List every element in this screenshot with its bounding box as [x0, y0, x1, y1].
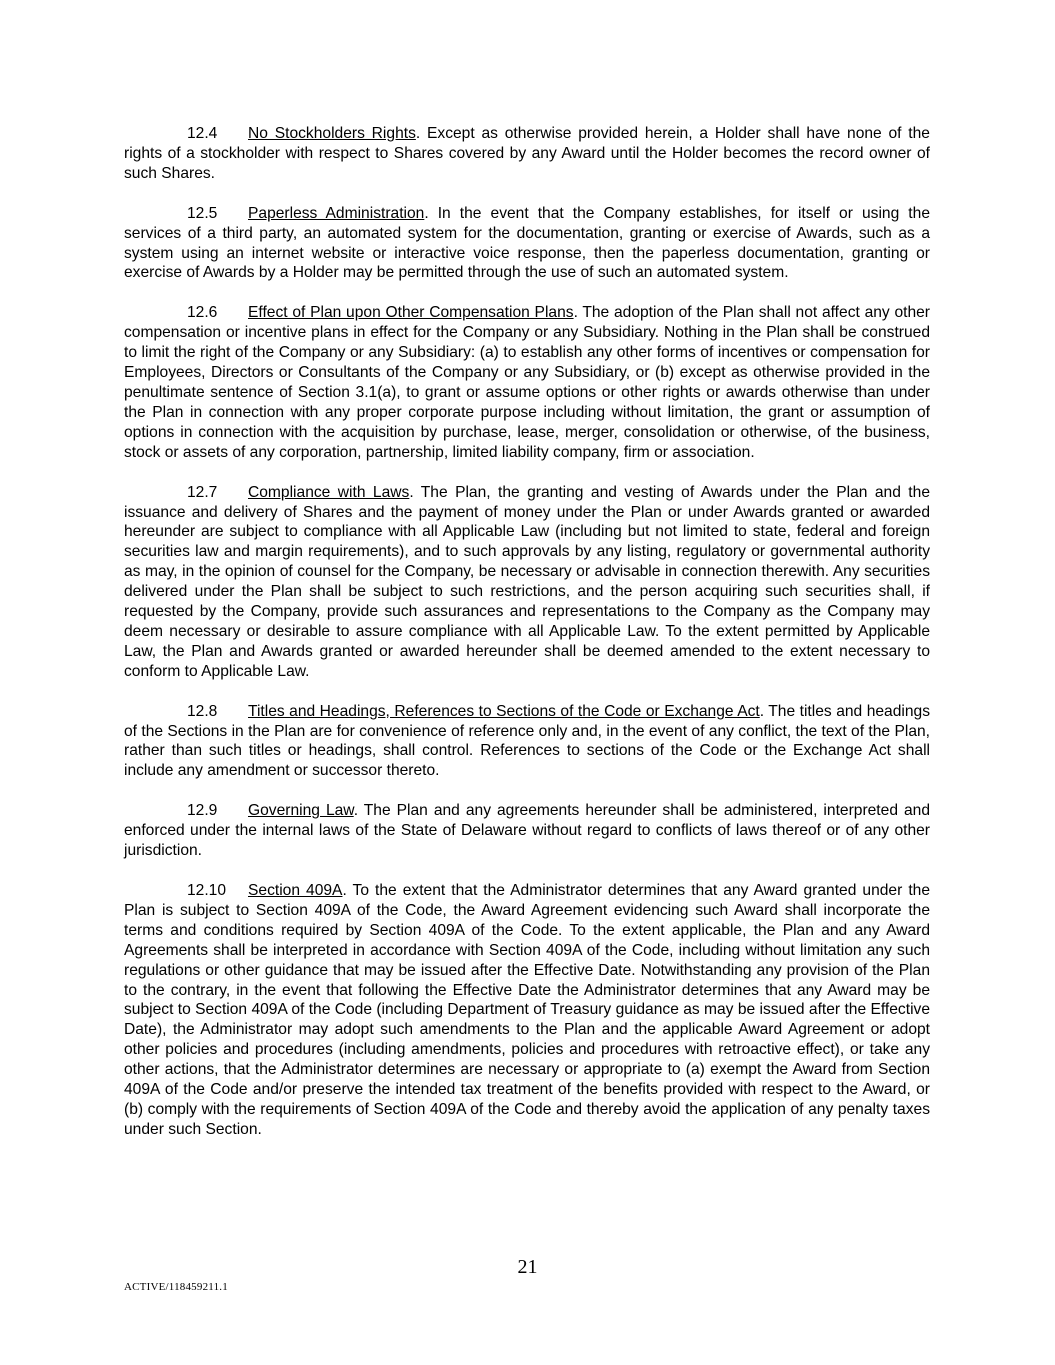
document-body	[124, 124, 930, 1160]
section-body: . The Plan, the granting and vesting of Awards under the Plan and the issuance and delivery of Shares and the payment of money under the Plan or under Awards granted or awarded hereunder are subject to compliance with all Applicable Law (including but not limited to state, federal and foreign securities law and margin requirements), and to such approvals by any listing, regulatory or governmental authority as may, in the opinion of counsel for the Company, be necessary or advisable in connection therewith. Any securities delivered under the Plan shall be subject to such restrictions, and the person acquiring such securities shall, if requested by the Company, provide such assurances and representations to the Company as the Company may deem necessary or desirable to assure compliance with all Applicable Law. To the extent permitted by Applicable Law, the Plan and Awards granted or awarded hereunder shall be deemed amended to the extent necessary to conform to Applicable Law.	[124, 483, 930, 680]
section-12-8	[124, 702, 930, 782]
section-12-9	[124, 801, 930, 861]
section-12-5	[124, 204, 930, 284]
section-heading: Titles and Headings, References to Sections of the Code or Exchange Act	[248, 702, 760, 720]
section-number: 12.7	[187, 483, 218, 501]
section-heading: Compliance with Laws	[248, 483, 410, 501]
section-body: . The adoption of the Plan shall not affect any other compensation or incentive plans in effect for the Company or any Subsidiary. Nothing in the Plan shall be construed to limit the right of the Company or any Subsidiary: (a) to establish any other forms of incentives or compensation for Employees, Directors or Consultants of the Company or any Subsidiary, or (b) except as otherwise provided in the penultimate sentence of Section 3.1(a), to grant or assume options or other rights or awards otherwise than under the Plan in connection with any proper corporate purpose including without limitation, the grant or assumption of options in connection with the acquisition by purchase, lease, merger, consolidation or otherwise, of the business, stock or assets of any corporation, partnership, limited liability company, firm or association.	[124, 304, 931, 461]
section-number: 12.10	[187, 882, 227, 899]
section-number: 12.8	[187, 702, 218, 720]
section-body: . The Plan and any agreements hereunder shall be administered, interpreted and enforced under the internal laws of the State of Delaware without regard to conflicts of laws thereof or of any other jurisdiction.	[124, 802, 931, 860]
section-number: 12.5	[187, 204, 218, 222]
section-body: . To the extent that the Administrator determines that any Award granted under the Plan is subject to Section 409A of the Code, the Award Agreement evidencing such Award shall incorporate the terms and conditions required by Section 409A of the Code. To the extent applicable, the Plan and any Award Agreements shall be interpreted in accordance with Section 409A of the Code, including without limitation any such regulations or other guidance that may be issued after the Effective Date. Notwithstanding any provision of the Plan to the contrary, in the event that following the Effective Date the Administrator determines that any Award may be subject to Section 409A of the Code (including Department of Treasury guidance as may be issued after the Effective Date), the Administrator may adopt such amendments to the Plan and the applicable Award Agreement or adopt other policies and procedures (including amendments, policies and procedures with retroactive effect), or take any other actions, that the Administrator determines are necessary or appropriate to (a) exempt the Award from Section 409A of the Code and/or preserve the intended tax treatment of the benefits provided with respect to the Award, or (b) comply with the requirements of Section 409A of the Code and thereby avoid the application of any penalty taxes under such Section.	[124, 882, 930, 1138]
section-12-10	[124, 881, 930, 1140]
section-body: . The titles and headings of the Sections in the Plan are for convenience of reference only and, in the event of any conflict, the text of the Plan, rather than such titles or headings, shall control. References to sections of the Code or the Exchange Act shall include any amendment or successor thereto.	[124, 702, 930, 780]
section-heading: Governing Law	[248, 802, 354, 820]
section-heading: Paperless Administration	[248, 204, 425, 222]
section-heading: Section 409A	[248, 882, 343, 899]
section-body: . Except as otherwise provided herein, a Holder shall have none of the rights of a stockholder with respect to Shares covered by any Award until the Holder becomes the record owner of such Shares.	[124, 125, 930, 182]
section-12-4	[124, 124, 930, 184]
section-number: 12.9	[187, 802, 218, 820]
section-body: . In the event that the Company establishes, for itself or using the services of a third party, an automated system for the documentation, granting or exercise of Awards, such as a system using an internet website or interactive voice response, then the paperless documentation, granting or exercise of Awards by a Holder may be permitted through the use of such an automated system.	[124, 204, 930, 282]
section-12-6	[124, 303, 930, 462]
section-heading: Effect of Plan upon Other Compensation Plans	[248, 304, 574, 322]
section-number: 12.6	[187, 304, 218, 322]
document-id: ACTIVE/118459211.1	[124, 1281, 228, 1293]
section-number: 12.4	[187, 125, 218, 142]
page-number: 21	[517, 1256, 538, 1278]
section-heading: No Stockholders Rights	[248, 125, 416, 142]
section-12-7	[124, 483, 930, 682]
